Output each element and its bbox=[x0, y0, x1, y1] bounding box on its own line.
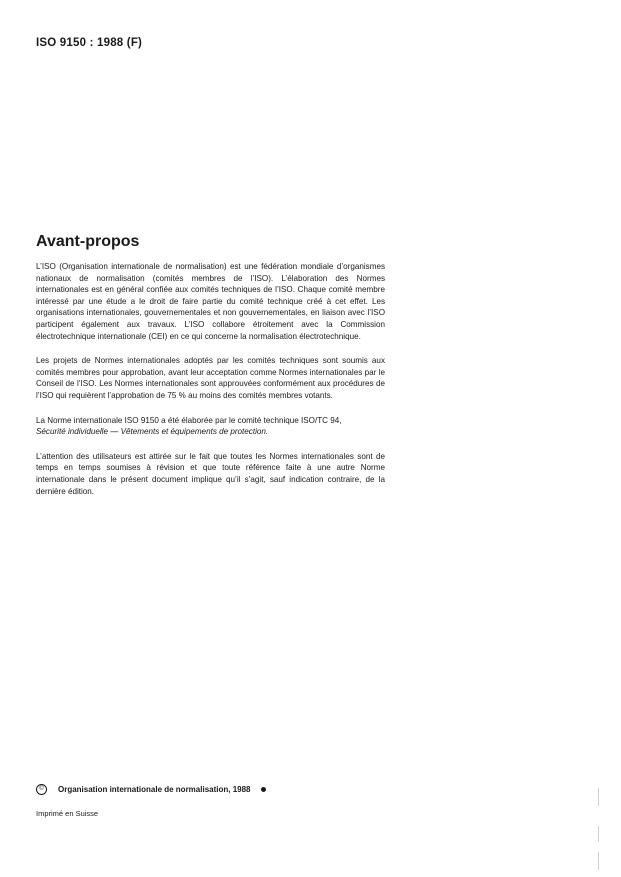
copyright-text: Organisation internationale de normalisation, 1988 bbox=[58, 785, 251, 794]
standard-number-header: ISO 9150 : 1988 (F) bbox=[36, 37, 143, 49]
committee-statement: La Norme internationale ISO 9150 a été élaborée par le comité technique ISO/TC 94, bbox=[36, 415, 342, 425]
scan-artifact-line bbox=[598, 826, 599, 842]
scan-artifact-line bbox=[598, 852, 599, 870]
bullet-icon bbox=[261, 787, 266, 792]
paragraph-revision-notice: L’attention des utilisateurs est attirée sur le fait que toutes les Normes internationales sont de temps en temps soumises à révision et que toute référence faite à une autre Norme internationale dans le présent document implique qu’il s’agit, sauf indication contraire, de la dernière édition. bbox=[36, 451, 385, 496]
paragraph-approval-process: Les projets de Normes internationales adoptés par les comités techniques sont soumis aux comités membres pour approbation, avant leur acceptation comme Normes internationales par le Conseil de l’ISO. Les Normes internationales sont approuvées conformément aux procédures de l’ISO qui requièrent l’approbation de 75 % au moins des comités membres votants. bbox=[36, 356, 385, 400]
printed-in-note: Imprimé en Suisse bbox=[36, 809, 99, 818]
committee-title: Sécurité individuelle — Vêtements et équipements de protection. bbox=[36, 427, 269, 437]
paragraph-committee bbox=[36, 415, 385, 438]
scan-artifact-line bbox=[598, 788, 599, 806]
paragraph-iso-overview: L’ISO (Organisation internationale de normalisation) est une fédération mondiale d’organismes nationaux de normalisation (comités membres de l’ISO). L’élaboration des Normes internationales est en général confiée aux comités techniques de l’ISO. Chaque comité membre intéressé par une étude a le droit de faire partie du comité technique créé à cet effet. Les organisations internationales, gouvernementales et non gouvernementales, en liaison avec l’ISO participent également aux travaux. L’ISO collabore étroitement avec la Commission électrotechnique internationale (CEI) en ce qui concerne la normalisation électrotechnique. bbox=[36, 262, 385, 341]
copyright-line bbox=[36, 784, 266, 795]
copyright-icon: © bbox=[36, 784, 47, 795]
foreword-body bbox=[36, 261, 385, 497]
section-title: Avant-propos bbox=[36, 233, 140, 250]
